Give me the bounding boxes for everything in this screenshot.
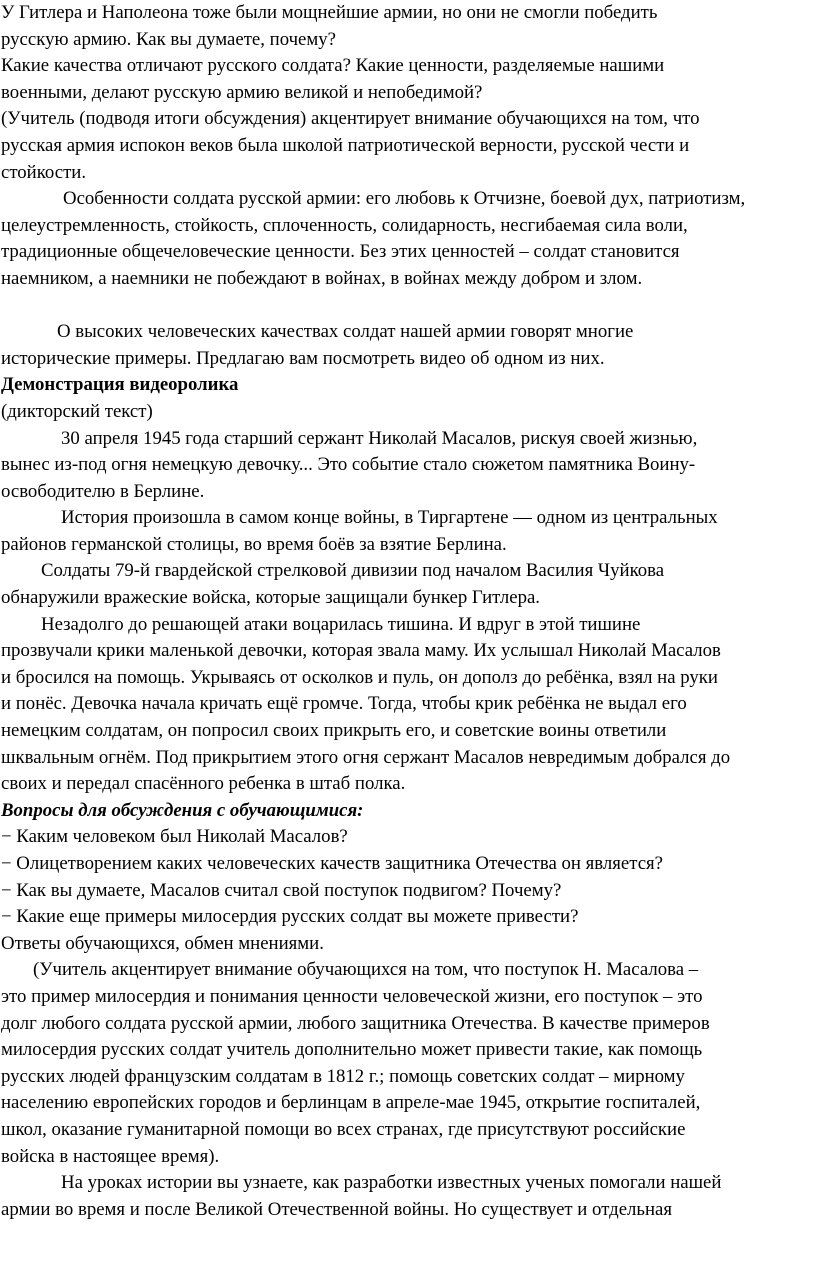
text-line: (Учитель акцентирует внимание обучающихся на том, что поступок Н. Масалова – [33, 959, 699, 981]
text-line: обнаружили вражеские войска, которые защищали бункер Гитлера. [1, 587, 540, 609]
text-line: целеустремленность, стойкость, сплоченность, солидарность, несгибаемая сила воли, [1, 214, 688, 236]
text-line: военными, делают русскую армию великой и непобедимой? [1, 81, 483, 103]
text-line: районов германской столицы, во время боёв за взятие Берлина. [1, 533, 507, 555]
text-line: школ, оказание гуманитарной помощи во всех странах, где присутствуют российские [1, 1118, 686, 1140]
text-line: (Учитель (подводя итоги обсуждения) акцентирует внимание обучающихся на том, что [1, 108, 700, 130]
text-line: освободителю в Берлине. [1, 480, 205, 502]
text-line: вынес из-под огня немецкую девочку... Это событие стало сюжетом памятника Воину- [1, 454, 696, 476]
questions-heading-text: Вопросы для обсуждения с обучающимися: [1, 799, 364, 821]
text-line: армии во время и после Великой Отечественной войны. Но существует и отдельная [1, 1198, 673, 1220]
questions-heading [1, 798, 814, 825]
text-line: История произошла в самом конце войны, в Тиргартене — одном из центральных [61, 507, 718, 529]
text-line: О высоких человеческих качествах солдат нашей армии говорят многие [57, 321, 634, 343]
text-line: русских людей французским солдатам в 1812 г.; помощь советских солдат – мирному [1, 1065, 685, 1087]
text-line: это пример милосердия и понимания ценности человеческой жизни, его поступок – это [1, 985, 703, 1007]
blank-line [1, 293, 814, 320]
question-item: − Олицетворением каких человеческих качеств защитника Отечества он является? [1, 853, 664, 874]
text-line: и бросился на помощь. Укрываясь от осколков и пуль, он дополз до ребёнка, взял на руки [1, 666, 718, 688]
text-line: исторические примеры. Предлагаю вам посмотреть видео об одном из них. [1, 347, 605, 369]
text-line: немецким солдатам, он попросил своих прикрыть его, и советские воины ответили [1, 720, 667, 742]
text-line: наемником, а наемники не побеждают в войнах, в войнах между добром и злом. [1, 267, 643, 289]
question-item: − Как вы думаете, Масалов считал свой поступок подвигом? Почему? [1, 879, 562, 901]
text-line: русскую армию. Как вы думаете, почему? [1, 28, 337, 50]
text-line: шквальным огнём. Под прикрытием этого огня сержант Масалов невредимым добрался до [1, 746, 731, 768]
text-line: своих и передал спасённого ребенка в штаб полка. [1, 773, 406, 795]
text-line: войска в настоящее время). [1, 1145, 220, 1167]
text-line: и понёс. Девочка начала кричать ещё громче. Тогда, чтобы крик ребёнка не выдал его [1, 693, 687, 715]
text-line: Ответы обучающихся, обмен мнениями. [1, 932, 324, 954]
text-line: долг любого солдата русской армии, любого защитника Отечества. В качестве примеров [1, 1012, 710, 1034]
text-line: 30 апреля 1945 года старший сержант Николай Масалов, рискуя своей жизнью, [61, 427, 698, 449]
text-line: У Гитлера и Наполеона тоже были мощнейшие армии, но они не смогли победить [1, 2, 658, 23]
text-line: традиционные общечеловеческие ценности. Без этих ценностей – солдат становится [1, 241, 680, 263]
text-line: Какие качества отличают русского солдата? Какие ценности, разделяемые нашими [1, 55, 665, 77]
question-item: − Каким человеком был Николай Масалов? [1, 826, 348, 848]
text-line: На уроках истории вы узнаете, как разработки известных ученых помогали нашей [61, 1172, 722, 1194]
text-line: Особенности солдата русской армии: его любовь к Отчизне, боевой дух, патриотизм, [63, 188, 746, 210]
text-line: Незадолго до решающей атаки воцарилась тишина. И вдруг в этой тишине [41, 613, 641, 635]
section-heading [1, 372, 814, 399]
question-item: − Какие еще примеры милосердия русских солдат вы можете привести? [1, 906, 579, 928]
text-line: Солдаты 79-й гвардейской стрелковой дивизии под началом Василия Чуйкова [41, 560, 665, 582]
text-line: (дикторский текст) [1, 400, 153, 422]
text-line: русская армия испокон веков была школой патриотической верности, русской чести и [1, 134, 690, 156]
text-line: стойкости. [1, 161, 87, 183]
text-line: прозвучали крики маленькой девочки, которая звала маму. Их услышал Николай Масалов [1, 640, 721, 662]
text-line: населению европейских городов и берлинцам в апреле-мае 1945, открытие госпиталей, [1, 1092, 701, 1114]
text-line: милосердия русских солдат учитель дополнительно может привести такие, как помощь [1, 1039, 703, 1061]
heading-text: Демонстрация видеоролика [1, 374, 239, 396]
